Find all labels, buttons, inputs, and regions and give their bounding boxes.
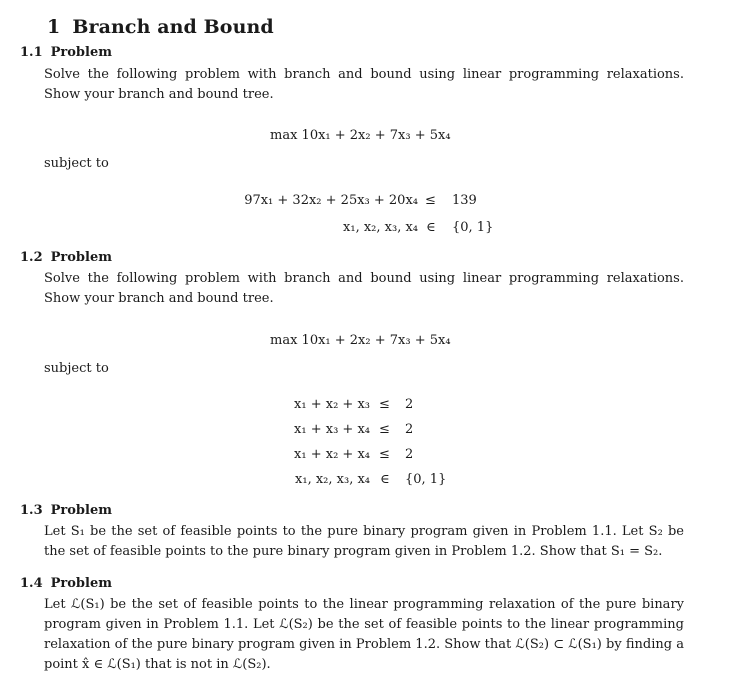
problem-1-3-text: Let S₁ be the set of feasible points to the pure binary program given in Problem 1.1. Let S₂ be the set of feasible points to the pure binary program given in Problem 1.2. Show that S₁ = S₂. [44,524,684,559]
constraint-relation: ≤ [425,193,436,208]
problem-1-4-text: Let ℒ(S₁) be the set of feasible points to the linear programming relaxation of the pure binary program given in Problem 1.1. Let ℒ(S₂) be the set of feasible points to the linear programming relaxation of the pure binary program given in Problem 1.2. Show that ℒ(S₂) ⊂ ℒ(S₁) by finding a point x̂ ∈ ℒ(S₁) that is not in ℒ(S₂). [44,597,684,672]
section-number: 1 [47,16,61,38]
problem-number: 1.1 [20,45,43,60]
problem-1-2-subject-to: subject to [44,361,109,376]
problem-1-2-heading [20,250,112,265]
constraint-rhs: 2 [405,397,414,412]
constraint-rhs: {0, 1} [452,220,494,235]
constraint-relation: ≤ [379,422,390,437]
problem-1-1-text: Solve the following problem with branch and bound using linear programming relaxations. Show your branch and bound tree. [44,67,684,102]
constraint-lhs: x₁ + x₂ + x₄ [294,447,370,462]
constraint-rhs: 139 [452,193,477,208]
problem-number: 1.3 [20,503,43,518]
constraint-relation: ≤ [379,447,390,462]
section-title-text: Branch and Bound [72,16,274,38]
constraint-relation: ∈ [426,220,436,235]
problem-1-3-heading [20,503,112,518]
constraint-lhs: x₁, x₂, x₃, x₄ [295,472,370,487]
constraint-lhs: x₁ + x₃ + x₄ [294,422,370,437]
constraint-rhs: 2 [405,422,414,437]
problem-1-1-objective: max 10x₁ + 2x₂ + 7x₃ + 5x₄ [270,128,451,143]
problem-1-2-objective: max 10x₁ + 2x₂ + 7x₃ + 5x₄ [270,333,451,348]
problem-1-2-text: Solve the following problem with branch and bound using linear programming relaxations. Show your branch and bound tree. [44,271,684,306]
problem-label: Problem [50,503,112,518]
problem-number: 1.2 [20,250,43,265]
constraint-rhs: {0, 1} [405,472,447,487]
section-title [47,16,274,38]
problem-label: Problem [50,250,112,265]
constraint-lhs: x₁, x₂, x₃, x₄ [343,220,418,235]
constraint-lhs: 97x₁ + 32x₂ + 25x₃ + 20x₄ [244,193,418,208]
constraint-relation: ∈ [380,472,390,487]
problem-1-1-subject-to: subject to [44,156,109,171]
problem-number: 1.4 [20,576,43,591]
constraint-lhs: x₁ + x₂ + x₃ [294,397,370,412]
problem-label: Problem [50,576,112,591]
constraint-relation: ≤ [379,397,390,412]
problem-1-4-heading [20,576,112,591]
constraint-rhs: 2 [405,447,414,462]
problem-1-1-heading [20,45,112,60]
problem-label: Problem [50,45,112,60]
